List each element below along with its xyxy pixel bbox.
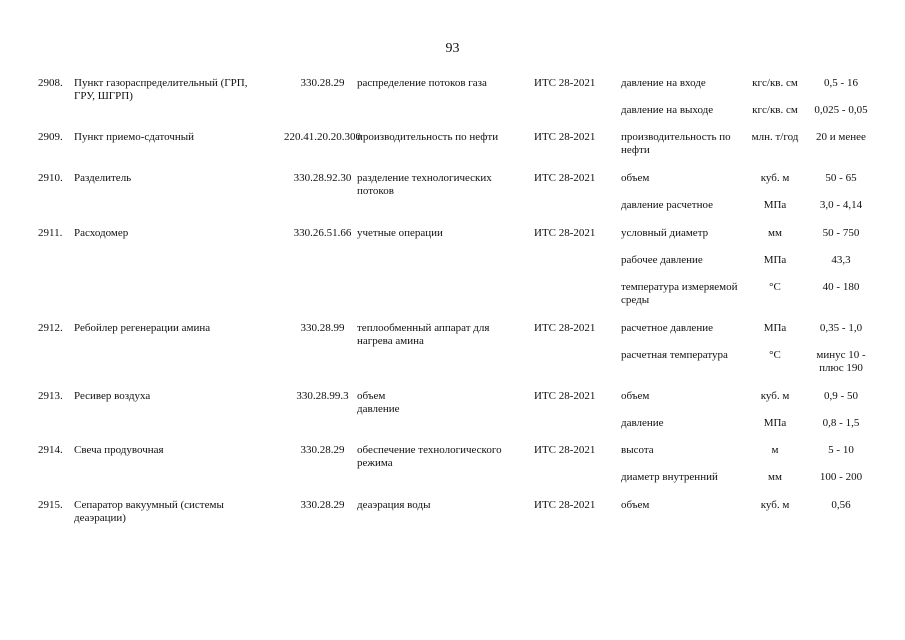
standard-ref: ИТС 28-2021 <box>534 499 596 511</box>
row-number: 2911. <box>38 227 63 239</box>
equipment-purpose: деаэрация воды <box>357 499 431 511</box>
standard-ref: ИТС 28-2021 <box>534 322 596 334</box>
parameter-value: 0,56 <box>831 499 851 511</box>
parameter-unit: м <box>771 444 779 456</box>
parameter-name: давление расчетное <box>621 199 713 211</box>
table-row <box>38 499 878 529</box>
parameter-list <box>621 172 878 226</box>
equipment-purpose: объем давление <box>357 390 400 415</box>
parameter-value: 0,8 - 1,5 <box>822 417 860 429</box>
equipment-code: 220.41.20.20.300 <box>284 131 361 143</box>
parameter-list <box>621 131 878 172</box>
parameter-list <box>621 499 878 526</box>
parameter-value: 0,9 - 50 <box>824 390 858 402</box>
parameter-value: 40 - 180 <box>822 281 860 293</box>
parameter-unit: мм <box>768 227 782 239</box>
table-row <box>38 390 878 444</box>
parameter-unit: МПа <box>763 417 787 429</box>
table-row <box>38 227 878 322</box>
equipment-purpose: распределение потоков газа <box>357 77 487 89</box>
equipment-name: Ребойлер регенерации амина <box>74 322 211 334</box>
parameter-value: 20 и менее <box>816 131 866 143</box>
table-row <box>38 172 878 227</box>
parameter-row <box>621 104 878 131</box>
standard-ref: ИТС 28-2021 <box>534 227 596 239</box>
parameter-row <box>621 444 878 471</box>
parameter-list <box>621 322 878 390</box>
equipment-name: Сепаратор вакуумный (системы деаэрации) <box>74 499 224 524</box>
equipment-purpose: производительность по нефти <box>357 131 499 143</box>
parameter-value: 3,0 - 4,14 <box>819 199 863 211</box>
parameter-list <box>621 390 878 444</box>
parameter-row <box>621 471 878 498</box>
parameter-value: 0,35 - 1,0 <box>819 322 863 334</box>
parameter-unit: °C <box>769 349 781 361</box>
equipment-table <box>38 77 878 529</box>
parameter-list <box>621 444 878 498</box>
parameter-name: давление на входе <box>621 77 706 89</box>
equipment-name: Разделитель <box>74 172 132 184</box>
parameter-row <box>621 349 878 390</box>
equipment-name: Свеча продувочная <box>74 444 164 456</box>
equipment-code: 330.28.29 <box>300 444 345 456</box>
equipment-purpose: обеспечение технологического режима <box>357 444 502 469</box>
parameter-name: давление на выходе <box>621 104 714 116</box>
equipment-name: Расходомер <box>74 227 129 239</box>
equipment-code: 330.28.99.3 <box>296 390 349 402</box>
parameter-row <box>621 417 878 444</box>
parameter-row <box>621 499 878 526</box>
parameter-row <box>621 281 878 322</box>
parameter-row <box>621 322 878 349</box>
table-row <box>38 444 878 499</box>
equipment-name: Ресивер воздуха <box>74 390 151 402</box>
parameter-row <box>621 227 878 254</box>
parameter-name: объем <box>621 499 650 511</box>
equipment-purpose: теплообменный аппарат для нагрева амина <box>357 322 490 347</box>
equipment-code: 330.28.92.30 <box>293 172 352 184</box>
parameter-row <box>621 199 878 226</box>
equipment-code: 330.26.51.66 <box>293 227 352 239</box>
parameter-value: 50 - 65 <box>825 172 857 184</box>
table-row <box>38 322 878 390</box>
equipment-name: Пункт газораспределительный (ГРП, ГРУ, ШГРП) <box>74 77 248 102</box>
parameter-name: расчетная температура <box>621 349 728 361</box>
parameter-row <box>621 172 878 199</box>
standard-ref: ИТС 28-2021 <box>534 444 596 456</box>
parameter-row <box>621 390 878 417</box>
parameter-name: расчетное давление <box>621 322 713 334</box>
parameter-unit: кгс/кв. см <box>752 77 798 89</box>
equipment-code: 330.28.29 <box>300 499 345 511</box>
parameter-unit: куб. м <box>760 172 790 184</box>
parameter-unit: мм <box>768 471 782 483</box>
parameter-unit: млн. т/год <box>751 131 799 143</box>
parameter-unit: МПа <box>763 322 787 334</box>
parameter-row <box>621 131 878 172</box>
parameter-value: 0,5 - 16 <box>824 77 858 89</box>
row-number: 2912. <box>38 322 63 334</box>
standard-ref: ИТС 28-2021 <box>534 131 596 143</box>
equipment-purpose: учетные операции <box>357 227 443 239</box>
parameter-value: 5 - 10 <box>828 444 854 456</box>
parameter-name: диаметр внутренний <box>621 471 718 483</box>
parameter-unit: МПа <box>763 199 787 211</box>
equipment-code: 330.28.29 <box>300 77 345 89</box>
page-number: 93 <box>445 41 460 56</box>
parameter-name: производительность по нефти <box>621 131 731 156</box>
equipment-name: Пункт приемо-сдаточный <box>74 131 195 143</box>
equipment-purpose: разделение технологических потоков <box>357 172 492 197</box>
equipment-code: 330.28.99 <box>300 322 345 334</box>
parameter-name: объем <box>621 172 650 184</box>
parameter-value: минус 10 - плюс 190 <box>816 349 866 374</box>
parameter-value: 100 - 200 <box>819 471 863 483</box>
table-row <box>38 131 878 172</box>
row-number: 2908. <box>38 77 63 89</box>
row-number: 2914. <box>38 444 63 456</box>
parameter-unit: куб. м <box>760 499 790 511</box>
parameter-unit: кгс/кв. см <box>752 104 798 116</box>
parameter-name: объем <box>621 390 650 402</box>
parameter-name: давление <box>621 417 664 429</box>
parameter-unit: МПа <box>763 254 787 266</box>
parameter-name: высота <box>621 444 654 456</box>
parameter-name: рабочее давление <box>621 254 703 266</box>
parameter-row <box>621 254 878 281</box>
table-row <box>38 77 878 131</box>
parameter-list <box>621 77 878 131</box>
parameter-unit: куб. м <box>760 390 790 402</box>
standard-ref: ИТС 28-2021 <box>534 77 596 89</box>
parameter-name: температура измеряемой среды <box>621 281 738 306</box>
standard-ref: ИТС 28-2021 <box>534 390 596 402</box>
row-number: 2909. <box>38 131 63 143</box>
row-number: 2910. <box>38 172 63 184</box>
row-number: 2913. <box>38 390 63 402</box>
parameter-name: условный диаметр <box>621 227 709 239</box>
row-number: 2915. <box>38 499 63 511</box>
parameter-value: 0,025 - 0,05 <box>814 104 868 116</box>
parameter-value: 43,3 <box>831 254 851 266</box>
parameter-value: 50 - 750 <box>822 227 860 239</box>
parameter-row <box>621 77 878 104</box>
parameter-list <box>621 227 878 322</box>
standard-ref: ИТС 28-2021 <box>534 172 596 184</box>
parameter-unit: °C <box>769 281 781 293</box>
